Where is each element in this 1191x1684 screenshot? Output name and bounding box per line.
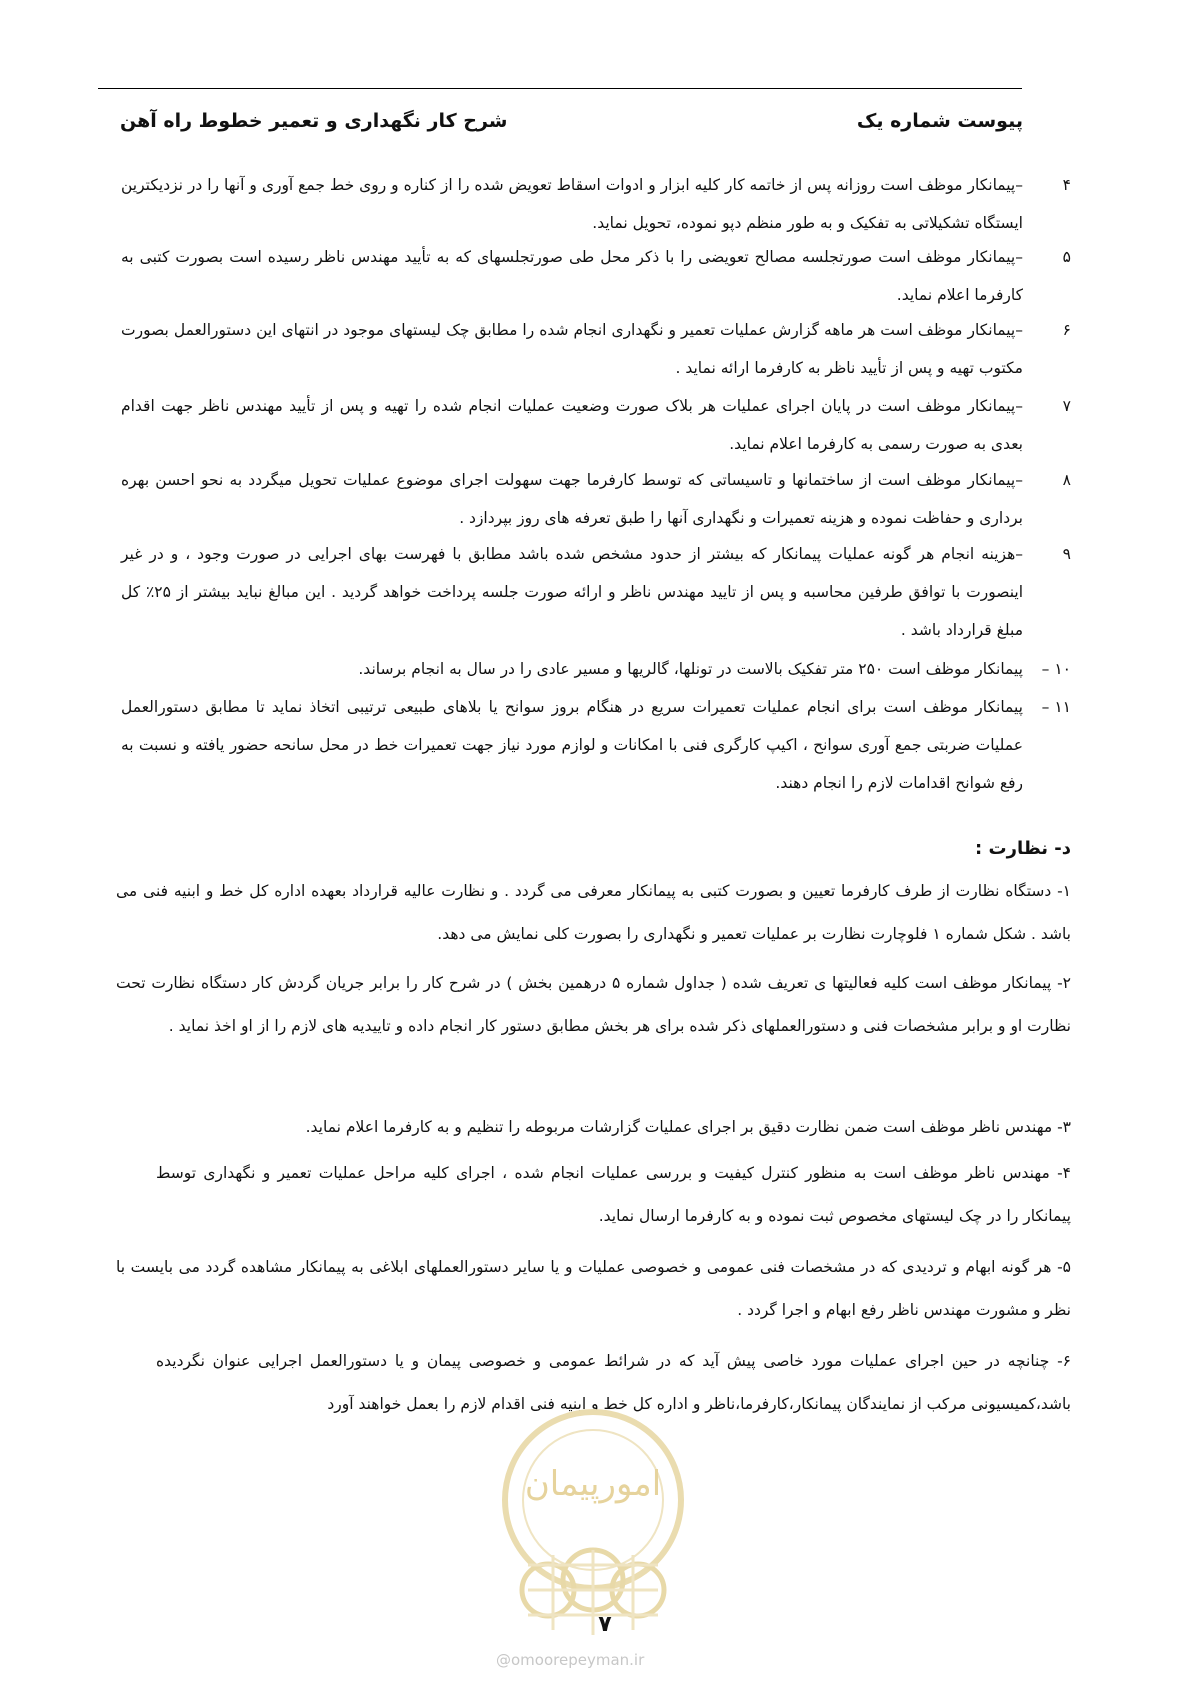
item-text: –پیمانکار موظف است صورتجلسه مصالح تعویضی را با ذکر محل طی صورتجلسهای که به تأیید مهندس ناظر رسیده است بصورت کتبی به کارفرما اعلام نماید. [121,248,1023,304]
item-text: –پیمانکار موظف است هر ماهه گزارش عملیات تعمیر و نگهداری انجام شده را مطابق چک لیستهای موجود در انتهای این دستورالعمل بصورت مکتوب تهیه و پس از تأیید ناظر به کارفرما ارائه نماید . [121,321,1023,377]
appendix-title: پیوست شماره یک [856,110,1023,132]
item-text: پیمانکار موظف است برای انجام عملیات تعمیرات سریع در هنگام بروز سوانح یا بلاهای طبیعی ترتیبی اتخاذ نماید تا مطابق دستورالعمل عملیات ضربتی جمع آوری سوانح ، اکیپ کارگری فنی با امکانات و لوازم مورد نیاز جهت تعمیرات خط در محل سانحه حضور یافته و نسبت به رفع شوانح اقدامات لازم را انجام دهند. [121,698,1023,792]
item-number: ۱۰ – [1041,660,1071,678]
list-item [121,461,1071,537]
list-item [121,387,1071,463]
seal-text: امورپیمان [524,1464,662,1504]
list-item [121,650,1071,688]
item-text: –پیمانکار موظف است در پایان اجرای عملیات هر بلاک صورت وضعیت عملیات انجام شده را تهیه و پس از تأیید مهندس ناظر جهت اقدام بعدی به صورت رسمی به کارفرما اعلام نماید. [121,397,1023,453]
watermark-url: @omoorepeyman.ir [496,1651,645,1669]
list-item [121,688,1071,802]
list-item [121,238,1071,314]
paragraph: ۶- چنانچه در حین اجرای عملیات مورد خاصی پیش آید که در شرائط عمومی و خصوصی پیمان و یا دستورالعمل اجرایی عنوان نگردیده باشد،کمیسیونی مرکب از نمایندگان پیمانکار،کارفرما،ناظر و اداره کل خط و ابنیه فنی اقدام لازم را بعمل خواهند آورد [156,1352,1071,1413]
paragraph: ۱- دستگاه نظارت از طرف کارفرما تعیین و بصورت کتبی به پیمانکار معرفی می گردد . و نظارت عالیه قرارداد بعهده اداره کل خط و ابنیه فنی می باشد . شکل شماره ۱ فلوچارت نظارت بر عملیات تعمیر و نگهداری را بصورت کلی نمایش می دهد. [116,882,1071,943]
page-number: ۷ [598,1612,612,1637]
item-number: ۸ [1062,471,1071,489]
document-title: شرح کار نگهداری و تعمیر خطوط راه آهن [120,110,508,132]
paragraph: ۳- مهندس ناظر موظف است ضمن نظارت دقیق بر اجرای عملیات گزارشات مربوطه را تنظیم و به کارفرما اعلام نماید. [305,1118,1071,1136]
list-item [121,311,1071,387]
section-heading: د- نظارت : [975,838,1071,859]
paragraph: ۲- پیمانکار موظف است کلیه فعالیتها ی تعریف شده ( جداول شماره ۵ درهمین بخش ) در شرح کار را برابر جریان گردش کار دستگاه نظارت تحت نظارت او و برابر مشخصات فنی و دستورالعملهای ذکر شده برای هر بخش مطابق دستور کار انجام داده و تاییدیه های لازم را از او اخذ نماید . [116,974,1071,1035]
list-item [121,535,1071,649]
item-number: ۶ [1062,321,1071,339]
item-number: ۹ [1062,545,1071,563]
item-number: ۴ [1062,176,1071,194]
seal-watermark-icon [468,1385,718,1645]
paragraph: ۵- هر گونه ابهام و تردیدی که در مشخصات فنی عمومی و خصوصی عملیات و یا سایر دستورالعملهای ابلاغی به پیمانکار مشاهده گردد می بایست با نظر و مشورت مهندس ناظر رفع ابهام و اجرا گردد . [116,1258,1071,1319]
paragraph: ۴- مهندس ناظر موظف است به منظور کنترل کیفیت و بررسی عملیات انجام شده ، اجرای کلیه مراحل عملیات تعمیر و نگهداری توسط پیمانکار را در چک لیستهای مخصوص ثبت نموده و به کارفرما ارسال نماید. [156,1164,1071,1225]
item-number: ۷ [1062,397,1071,415]
list-item [121,166,1071,242]
item-text: –پیمانکار موظف است روزانه پس از خاتمه کار کلیه ابزار و ادوات اسقاط تعویض شده را از کناره و روی خط جمع آوری و آنها را در نزدیکترین ایستگاه تشکیلاتی به تفکیک و به طور منظم دپو نموده، تحویل نماید. [121,176,1023,232]
item-number: ۱۱ – [1041,698,1071,716]
header-rule [98,88,1022,89]
item-text: –هزینه انجام هر گونه عملیات پیمانکار که بیشتر از حدود مشخص شده باشد مطابق با فهرست بهای اجرایی در صورت وجود ، و در غیر اینصورت با توافق طرفین محاسبه و پس از تایید مهندس ناظر و ارائه صورت جلسه پرداخت خواهد گردید . این مبالغ نباید بیشتر از ۲۵٪ کل مبلغ قرارداد باشد . [121,545,1024,639]
item-text: –پیمانکار موظف است از ساختمانها و تاسیساتی که توسط کارفرما جهت سهولت اجرای موضوع عملیات تحویل میگردد به نحو احسن بهره برداری و حفاظت نموده و هزینه تعمیرات و نگهداری آنها را طبق تعرفه های روز بپردازد . [121,471,1023,527]
item-text: پیمانکار موظف است ۲۵۰ متر تفکیک بالاست در تونلها، گالریها و مسیر عادی را در سال به انجام برساند. [358,660,1023,678]
item-number: ۵ [1062,248,1071,266]
